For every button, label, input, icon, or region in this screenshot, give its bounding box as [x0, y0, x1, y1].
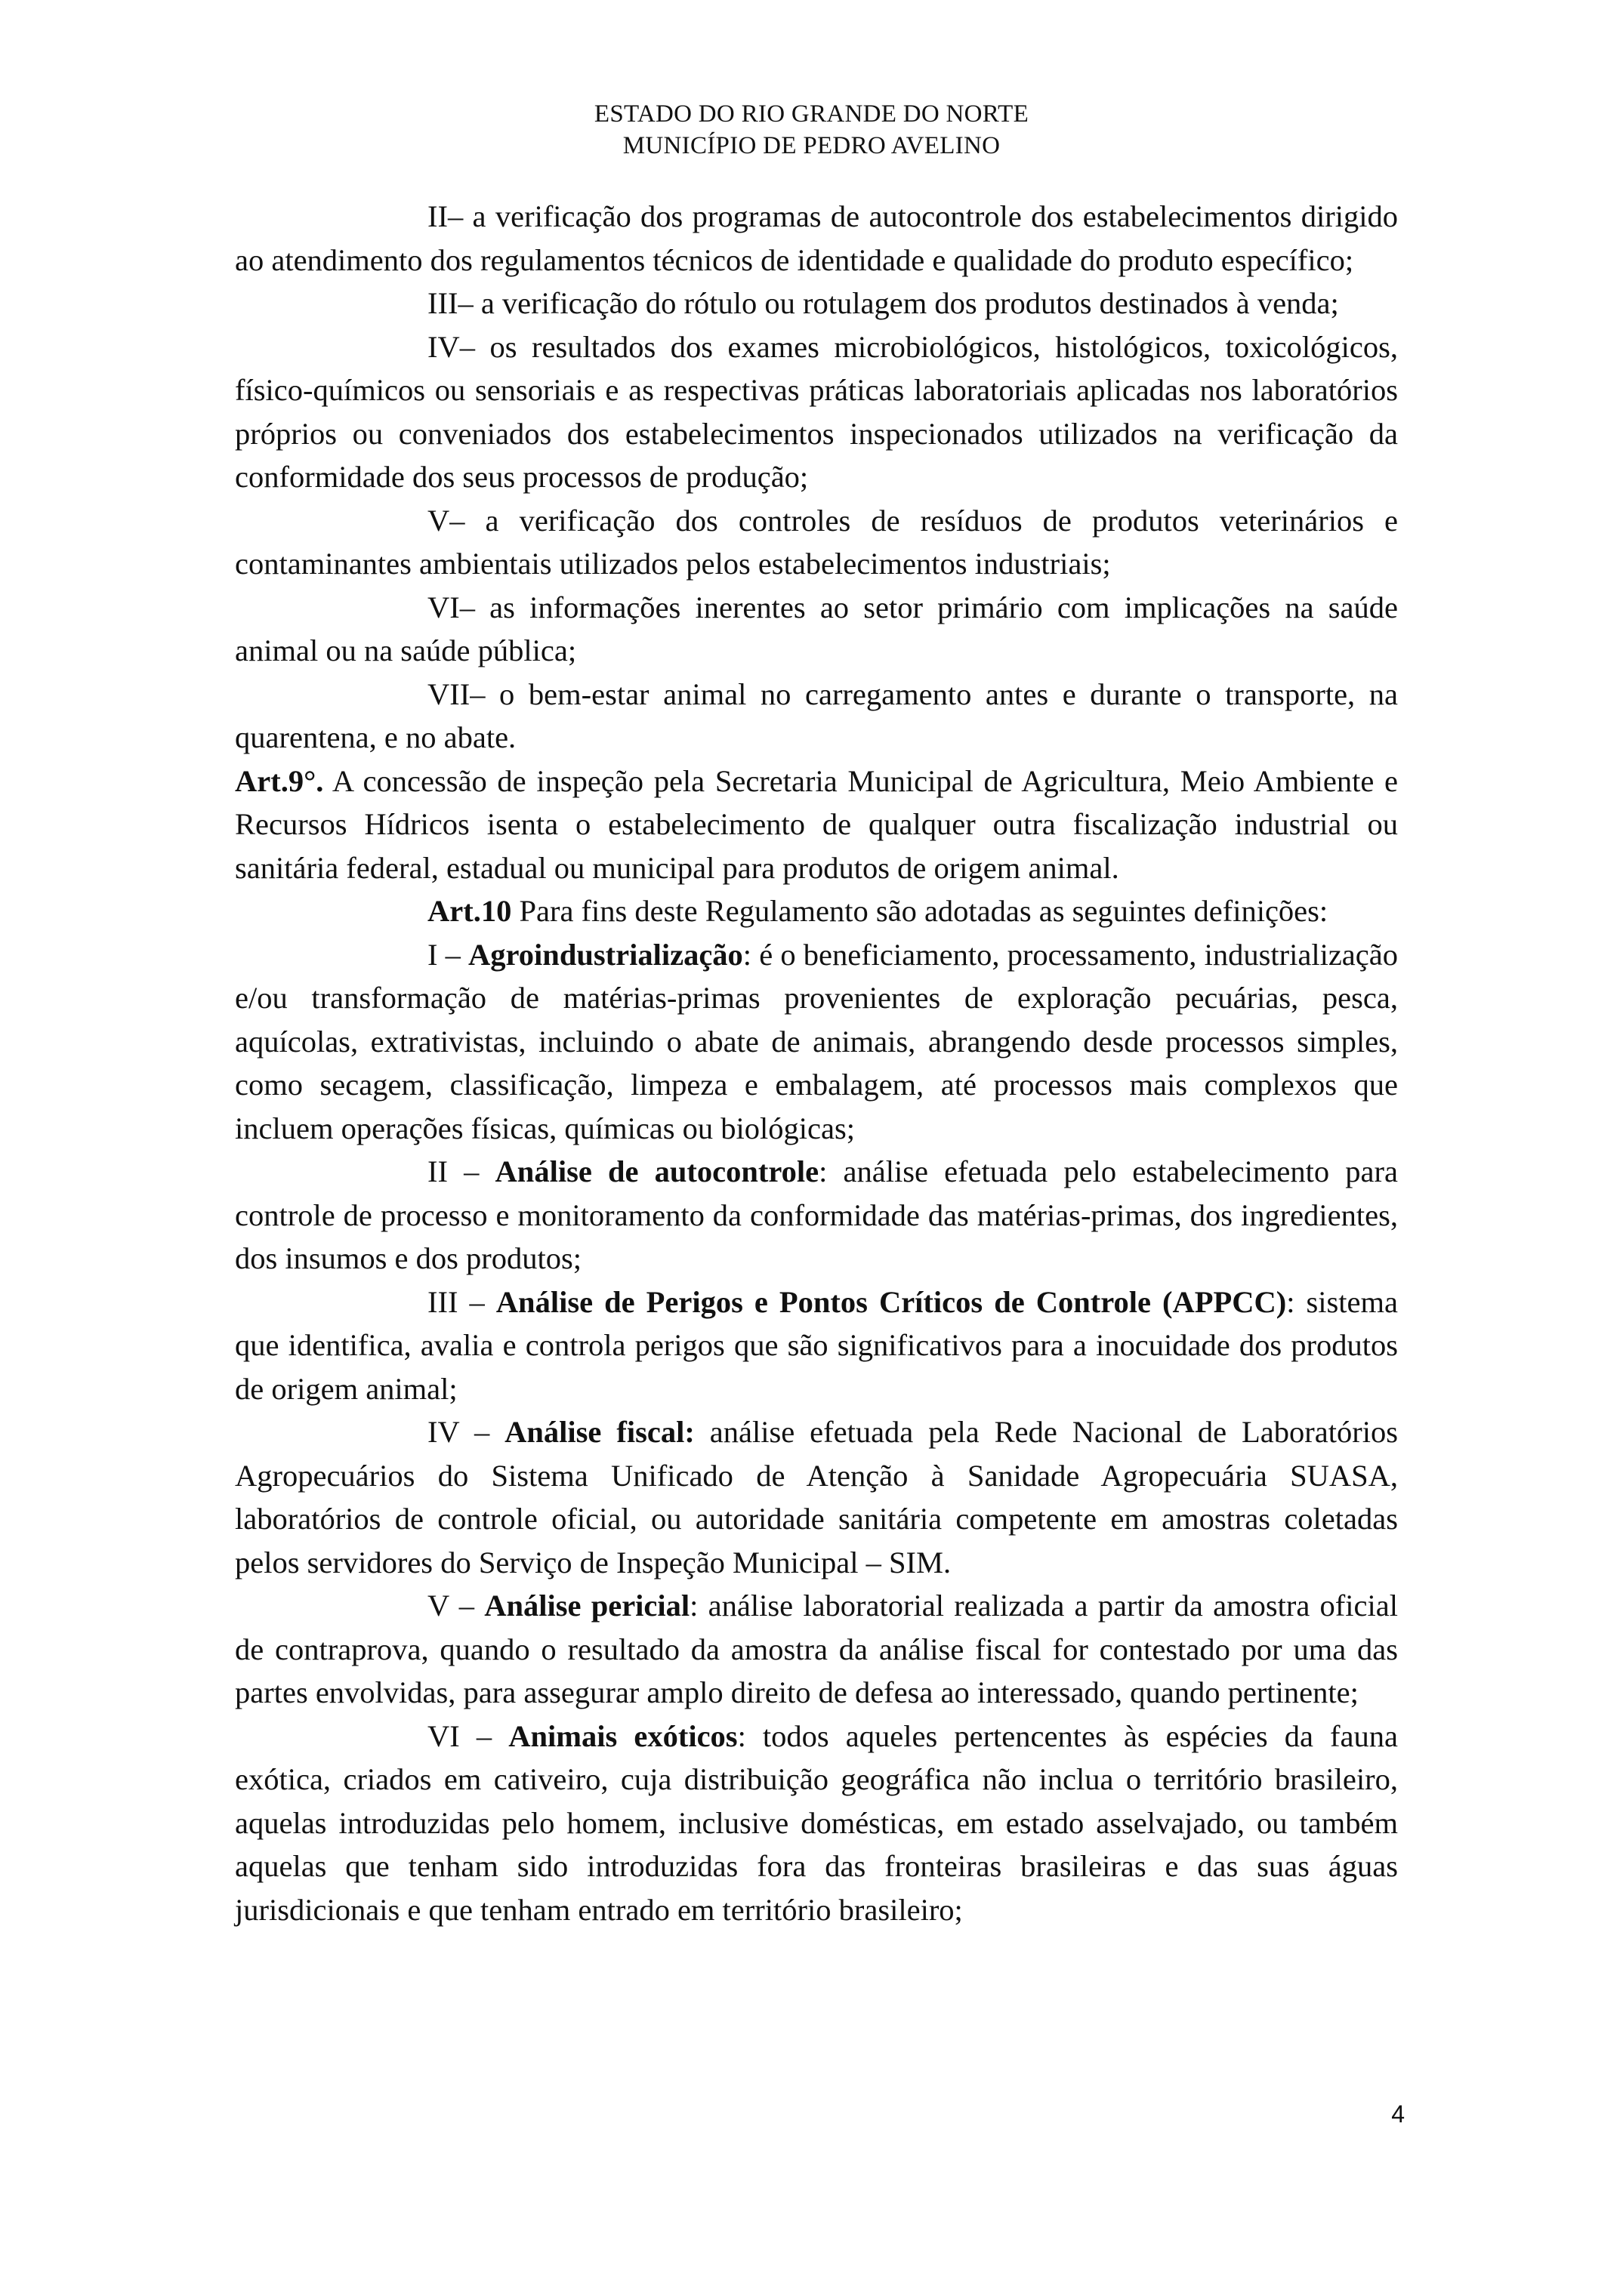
article-9: [235, 760, 1398, 890]
article-9-text: A concessão de inspeção pela Secretaria Municipal de Agricultura, Meio Ambiente e Recursos Hídricos isenta o estabelecimento de qualquer outra fiscalização industrial ou sanitária federal, estadual ou municipal para produtos de origem animal.: [235, 763, 1398, 885]
article-10-text: Para fins deste Regulamento são adotadas as seguintes definições:: [511, 894, 1328, 928]
item-vi: VI– as informações inerentes ao setor primário com implicações na saúde animal ou na saúde pública;: [235, 590, 1398, 667]
definition-vi: [235, 1715, 1398, 1932]
document-body: [235, 195, 1398, 1931]
definition-term: Análise pericial: [484, 1589, 690, 1623]
definition-iii: [235, 1281, 1398, 1411]
article-10: [235, 889, 1398, 933]
item-vii: VII– o bem-estar animal no carregamento antes e durante o transporte, na quarentena, e no abate.: [235, 676, 1398, 754]
definition-text: análise efetuada pela Rede Nacional de Laboratórios Agropecuários do Sistema Unificado de Atenção à Sanidade Agropecuária SUASA, laboratórios de controle oficial, ou autoridade sanitária competente em amostras coletadas pelos servidores do Serviço de Inspeção Municipal – SIM.: [235, 1415, 1398, 1579]
definition-term: Análise de autocontrole: [495, 1154, 819, 1188]
definition-term: Análise fiscal:: [504, 1415, 695, 1449]
definition-text: : análise efetuada pelo estabelecimento para controle de processo e monitoramento da conformidade das matérias-primas, dos ingredientes, dos insumos e dos produtos;: [235, 1154, 1398, 1275]
header-municipality: MUNICÍPIO DE PEDRO AVELINO: [622, 132, 1001, 159]
definition-term: Animais exóticos: [508, 1718, 738, 1753]
definition-prefix: III –: [427, 1284, 496, 1319]
definition-term: Análise de Perigos e Pontos Críticos de Controle (APPCC): [495, 1284, 1287, 1319]
header-state: ESTADO DO RIO GRANDE DO NORTE: [594, 100, 1029, 128]
definition-text: : sistema que identifica, avalia e controla perigos que são significativos para a inocuidade dos produtos de origem animal;: [235, 1284, 1398, 1406]
document-header: [0, 98, 1623, 162]
definition-prefix: V –: [427, 1589, 485, 1623]
item-v: V– a verificação dos controles de resíduos de produtos veterinários e contaminantes ambientais utilizados pelos estabelecimentos industriais;: [235, 503, 1398, 581]
definition-prefix: II –: [427, 1154, 495, 1188]
item-iv: IV– os resultados dos exames microbiológicos, histológicos, toxicológicos, físico-químicos ou sensoriais e as respectivas práticas laboratoriais aplicadas nos laboratórios próprios ou conveniados dos estabelecimentos inspecionados utilizados na verificação da conformidade dos seus processos de produção;: [235, 329, 1398, 494]
definition-v: [235, 1584, 1398, 1715]
definition-prefix: IV –: [427, 1415, 505, 1449]
definition-term: Agroindustrialização: [468, 937, 743, 972]
page-number: 4: [1391, 2100, 1405, 2128]
definition-prefix: I –: [427, 937, 469, 972]
definition-iv: [235, 1410, 1398, 1584]
item-iii: III– a verificação do rótulo ou rotulagem dos produtos destinados à venda;: [427, 286, 1339, 320]
definition-text: : é o beneficiamento, processamento, industrialização e/ou transformação de matérias-primas provenientes de exploração pecuárias, pesca, aquícolas, extrativistas, incluindo o abate de animais, abrangendo desde processos simples, como secagem, classificação, limpeza e embalagem, até processos mais complexos que incluem operações físicas, químicas ou biológicas;: [235, 937, 1398, 1145]
article-10-label: Art.10: [427, 894, 512, 928]
definition-ii: [235, 1150, 1398, 1281]
article-9-label: Art.9°.: [235, 763, 324, 798]
definition-text: : todos aqueles pertencentes às espécies da fauna exótica, criados em cativeiro, cuja distribuição geográfica não inclua o território brasileiro, aquelas introduzidas pelo homem, inclusive domésticas, em estado asselvajado, ou também aquelas que tenham sido introduzidas fora das fronteiras brasileiras e das suas águas jurisdicionais e que tenham entrado em território brasileiro;: [235, 1718, 1398, 1927]
definition-text: : análise laboratorial realizada a partir da amostra oficial de contraprova, quando o resultado da amostra da análise fiscal for contestado por uma das partes envolvidas, para assegurar amplo direito de defesa ao interessado, quando pertinente;: [235, 1589, 1398, 1709]
definition-prefix: VI –: [427, 1718, 509, 1753]
item-ii: II– a verificação dos programas de autocontrole dos estabelecimentos dirigido ao atendimento dos regulamentos técnicos de identidade e qualidade do produto específico;: [235, 199, 1398, 277]
definition-i: [235, 933, 1398, 1151]
